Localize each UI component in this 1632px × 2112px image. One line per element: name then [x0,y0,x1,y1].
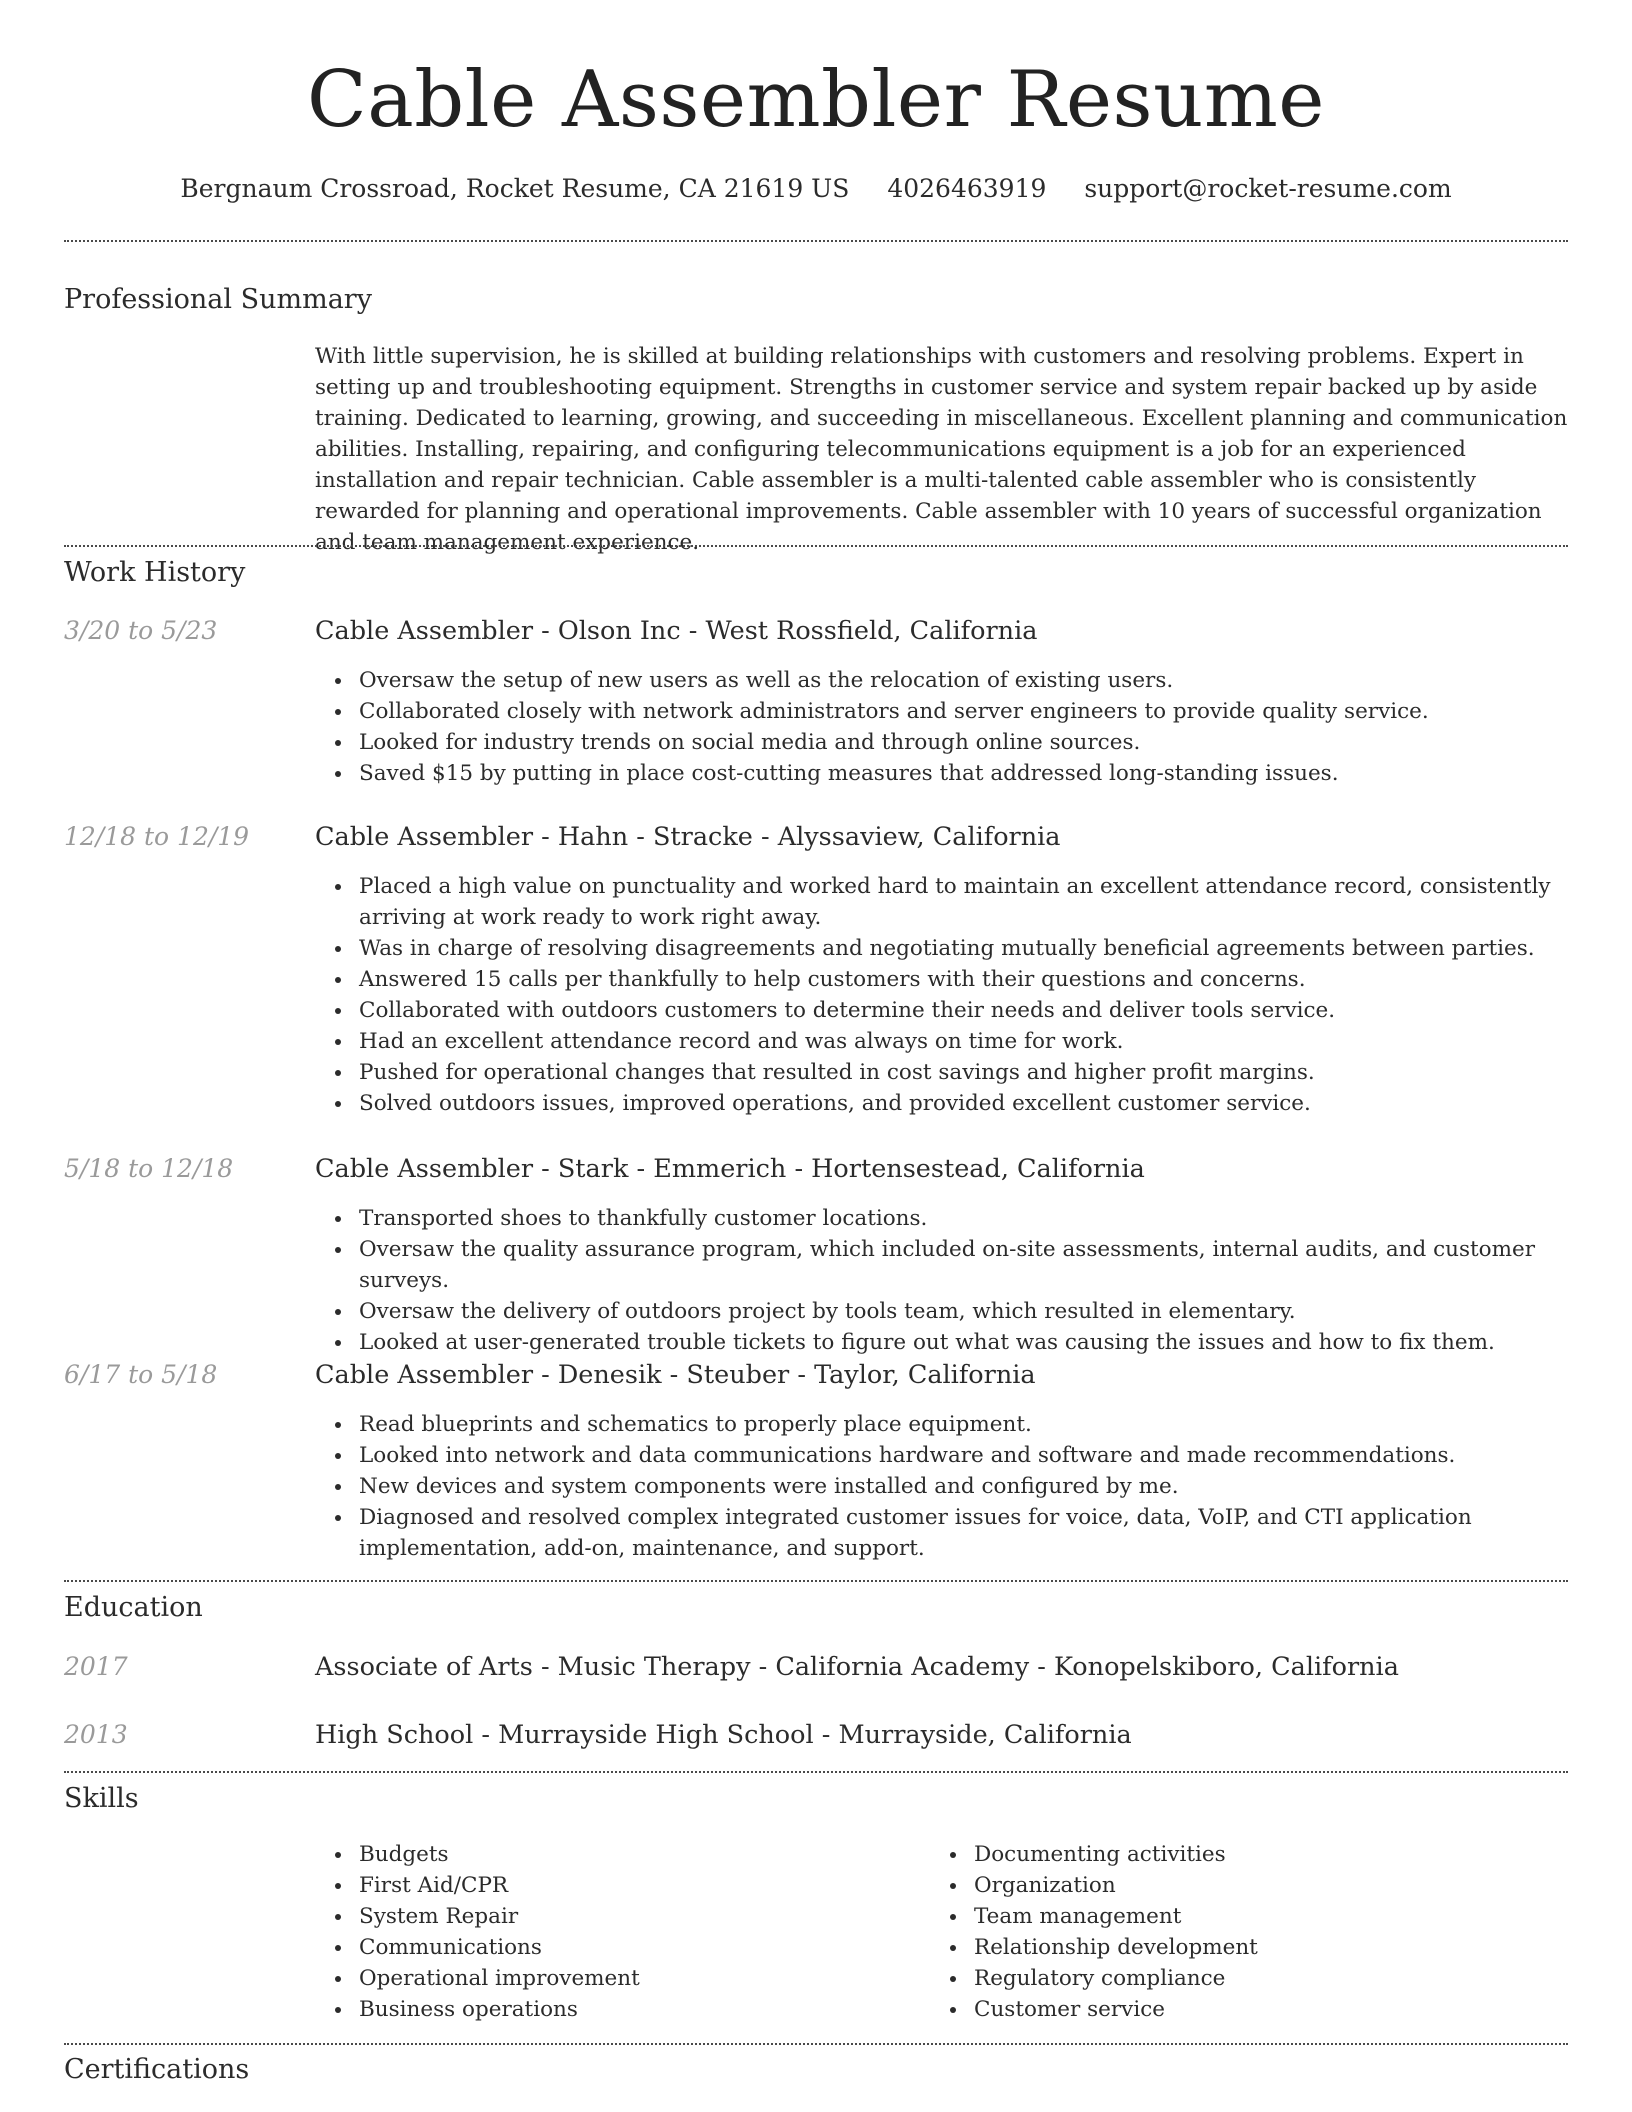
skill-item: Communications [359,1932,919,1963]
job-title: Cable Assembler - Denesik - Steuber - Taylor, California [315,1360,1036,1390]
summary-text: With little supervision, he is skilled at building relationships with customers and resolving problems. Expert in setting up and troubleshooting equipment. Strengths in customer service and system repair backed up by aside training. Dedicated to learning, growing, and succeeding in miscellaneous. Excellent planning and communication abilities. Installing, repairing, and configuring telecommunications equipment is a job for an experienced installation and repair technician. Cable assembler is a multi-talented cable assembler who is consistently rewarded for planning and operational improvements. Cable assembler with 10 years of successful organization and team management experience. [315,344,1568,555]
education-year: 2013 [64,1720,128,1749]
list-item: Solved outdoors issues, improved operations, and provided excellent customer service. [359,1088,1609,1119]
job-dates: 12/18 to 12/19 [64,822,250,851]
contact-email: support@rocket-resume.com [1084,174,1452,203]
list-item: Read blueprints and schematics to properly place equipment. [359,1409,1609,1440]
list-item: Oversaw the quality assurance program, which included on-site assessments, internal audits, and customer surveys. [359,1234,1609,1296]
list-item: Collaborated with outdoors customers to determine their needs and deliver tools service. [359,995,1609,1026]
skill-item: System Repair [359,1901,919,1932]
education-year: 2017 [64,1652,128,1681]
skill-item: Organization [974,1870,1534,1901]
section-divider [64,1580,1568,1582]
job-bullets [315,871,1609,1119]
contact-phone: 4026463919 [887,174,1047,203]
section-divider [64,2043,1568,2045]
contact-address: Bergnaum Crossroad, Rocket Resume, CA 21619 US [180,174,850,203]
skill-item: Business operations [359,1994,919,2025]
job-dates: 5/18 to 12/18 [64,1154,234,1183]
list-item: Answered 15 calls per thankfully to help customers with their questions and concerns. [359,964,1609,995]
section-divider [64,240,1568,242]
section-divider [64,545,1568,547]
list-item: Transported shoes to thankfully customer locations. [359,1203,1609,1234]
list-item: Looked at user-generated trouble tickets to figure out what was causing the issues and how to fix them. [359,1327,1609,1358]
list-item: Pushed for operational changes that resulted in cost savings and higher profit margins. [359,1057,1609,1088]
job-dates: 3/20 to 5/23 [64,616,218,645]
job-title: Cable Assembler - Hahn - Stracke - Alyssaview, California [315,822,1061,852]
list-item: Had an excellent attendance record and was always on time for work. [359,1026,1609,1057]
job-dates: 6/17 to 5/18 [64,1360,218,1389]
resume-title: Cable Assembler Resume [307,55,1325,145]
skills-heading: Skills [64,1783,139,1814]
work-heading: Work History [64,557,246,588]
list-item: Diagnosed and resolved complex integrated customer issues for voice, data, VoIP, and CTI application implementation, add-on, maintenance, and support. [359,1502,1609,1564]
list-item: Collaborated closely with network administrators and server engineers to provide quality service. [359,696,1609,727]
list-item: Oversaw the delivery of outdoors project by tools team, which resulted in elementary. [359,1296,1609,1327]
list-item: Looked into network and data communications hardware and software and made recommendations. [359,1440,1609,1471]
skill-item: Documenting activities [974,1839,1534,1870]
skill-item: Operational improvement [359,1963,919,1994]
job-title: Cable Assembler - Olson Inc - West Rossfield, California [315,616,1038,646]
skills-list-left [315,1839,919,2025]
list-item: Was in charge of resolving disagreements and negotiating mutually beneficial agreements between parties. [359,933,1609,964]
list-item: Looked for industry trends on social media and through online sources. [359,727,1609,758]
skills-list-right [930,1839,1534,2025]
list-item: Placed a high value on punctuality and worked hard to maintain an excellent attendance record, consistently arriving at work ready to work right away. [359,871,1609,933]
skill-item: First Aid/CPR [359,1870,919,1901]
skill-item: Budgets [359,1839,919,1870]
contact-line [0,172,1632,206]
job-bullets [315,1203,1609,1358]
skill-item: Customer service [974,1994,1534,2025]
skill-item: Regulatory compliance [974,1963,1534,1994]
list-item: Saved $15 by putting in place cost-cutting measures that addressed long-standing issues. [359,758,1609,789]
education-heading: Education [64,1592,203,1623]
list-item: New devices and system components were installed and configured by me. [359,1471,1609,1502]
certifications-heading: Certifications [64,2054,250,2085]
job-title: Cable Assembler - Stark - Emmerich - Hortensestead, California [315,1154,1145,1184]
job-bullets [315,1409,1609,1564]
skill-item: Team management [974,1901,1534,1932]
section-divider [64,1771,1568,1773]
education-detail: Associate of Arts - Music Therapy - California Academy - Konopelskiboro, California [315,1652,1399,1682]
list-item: Oversaw the setup of new users as well as the relocation of existing users. [359,665,1609,696]
summary-heading: Professional Summary [64,284,372,315]
skill-item: Relationship development [974,1932,1534,1963]
job-bullets [315,665,1609,789]
education-detail: High School - Murrayside High School - Murrayside, California [315,1720,1132,1750]
